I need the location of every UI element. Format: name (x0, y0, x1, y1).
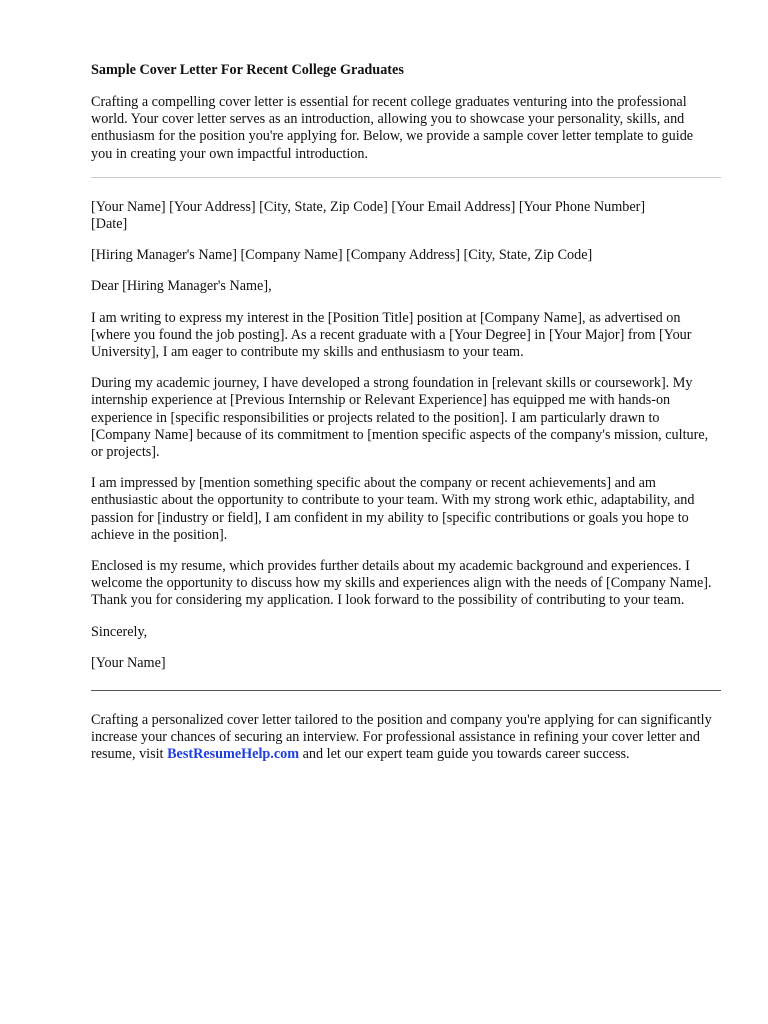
footer-text-before-link: Crafting a personalized cover letter tailored to the position and company you're applying for can significantly increase your chances of securing an interview. For professional assistance in refining your cover letter and resume, visit (91, 712, 712, 763)
best-resume-help-link[interactable]: BestResumeHelp.com (167, 746, 300, 763)
recipient-line: [Hiring Manager's Name] [Company Name] [Company Address] [City, State, Zip Code] (91, 247, 593, 264)
sender-block (91, 199, 721, 233)
letter-paragraph-3: I am impressed by [mention something specific about the company or recent achievements] and am enthusiastic about the opportunity to contribute to your team. With my strong work ethic, adaptability, and passion for [industry or field], I am confident in my ability to [specific contributions or goals you hope to achieve in the position]. (91, 475, 695, 543)
letter-paragraph-2: During my academic journey, I have developed a strong foundation in [relevant skills or coursework]. My internship experience at [Previous Internship or Relevant Experience] has equipped me with hands-on experience in [specific responsibilities or projects related to the position]. I am particularly drawn to [Company Name] because of its commitment to [mention specific aspects of the company's mission, culture, or projects]. (91, 375, 709, 461)
document-page (91, 62, 721, 764)
salutation: Dear [Hiring Manager's Name], (91, 278, 272, 295)
divider-bottom (91, 690, 721, 691)
divider-top (91, 177, 721, 178)
sender-line: [Your Name] [Your Address] [City, State, Zip Code] [Your Email Address] [Your Phone Number] (91, 198, 646, 215)
cover-letter-template (91, 199, 721, 672)
letter-paragraph-4: Enclosed is my resume, which provides further details about my academic background and experiences. I welcome the opportunity to discuss how my skills and experiences align with the needs of [Company Name]. Thank you for considering my application. I look forward to the possibility of contributing to your team. (91, 558, 712, 609)
footer-paragraph (91, 712, 721, 764)
date-line: [Date] (91, 216, 128, 233)
signature: [Your Name] (91, 654, 166, 671)
document-title: Sample Cover Letter For Recent College Graduates (91, 62, 404, 78)
closing: Sincerely, (91, 623, 148, 640)
intro-paragraph: Crafting a compelling cover letter is essential for recent college graduates venturing into the professional world. Your cover letter serves as an introduction, allowing you to showcase your personality, skills, and enthusiasm for the position you're applying for. Below, we provide a sample cover letter template to guide you in creating your own impactful introduction. (91, 94, 694, 162)
footer-text-after-link: and let our expert team guide you towards career success. (299, 746, 630, 763)
letter-paragraph-1: I am writing to express my interest in the [Position Title] position at [Company Name], as advertised on [where you found the job posting]. As a recent graduate with a [Your Degree] in [Your Major] from [Your University], I am eager to contribute my skills and enthusiasm to your team. (91, 309, 692, 361)
